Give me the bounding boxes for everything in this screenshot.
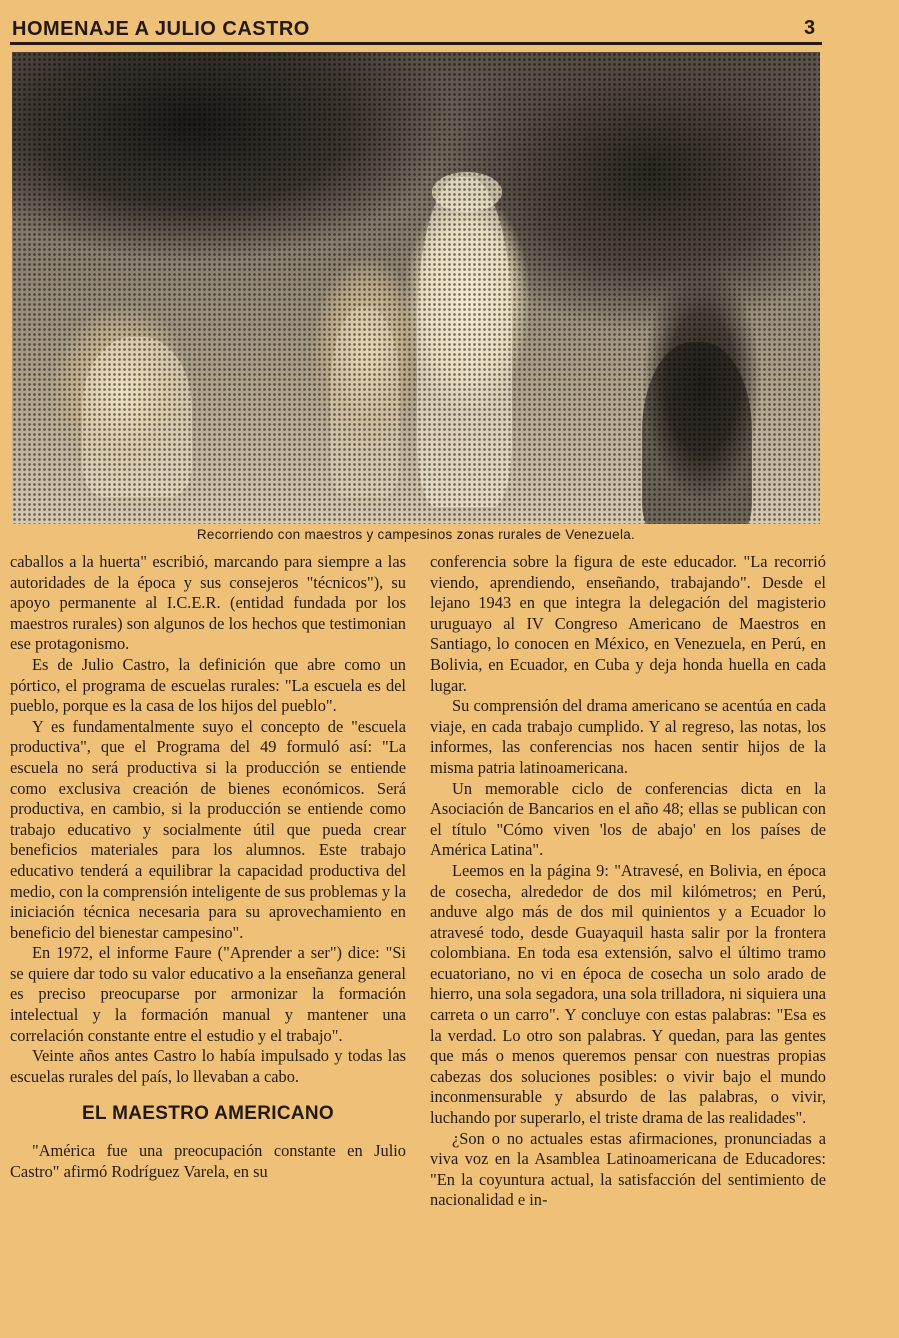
right-paragraph: Leemos en la página 9: "Atravesé, en Bolivia, en época de cosecha, alrededor de dos mil kilómetros; en Perú, anduve algo más de dos mil quinientos y a Ecuador lo atravesé todo, desde Guayaquil hasta salir por la frontera colombiana. En toda esa extensión, salvo el último tramo ecuatoriano, no vi en época de cosecha un solo arado de hierro, una sola segadora, una sola trilladora, ni siquiera una carreta o un carro". Y concluye con estas palabras: "Esa es la verdad. Lo otro son palabras. Y quedan, para las gentes que más o menos queremos pensar con nuestras propias cabezas dos soluciones posibles: o vivir bajo el mundo inconmensurable y absurdo de las palabras, o vivir, luchando por superarlo, el triste drama de las realidades".: [430, 860, 826, 1128]
photo-figure-left-center: [330, 307, 400, 497]
photo-figure-left: [82, 337, 192, 497]
left-paragraph: Veinte años antes Castro lo había impulsado y todas las escuelas rurales del país, lo llevaban a cabo.: [10, 1046, 406, 1086]
photo-hat: [432, 172, 502, 212]
left-paragraph: En 1972, el informe Faure ("Aprender a ser") dice: "Si se quiere dar todo su valor educativo a la enseñanza general es preciso preocuparse por armonizar la formación intelectual y la formación manual y mantener una correlación constante entre el estudio y el trabajo".: [10, 943, 406, 1045]
left-paragraph: Es de Julio Castro, la definición que abre como un pórtico, el programa de escuelas rurales: "La escuela es del pueblo, porque es la casa de los hijos del pueblo".: [10, 654, 406, 716]
right-column: [430, 552, 826, 1211]
section-heading: EL MAESTRO AMERICANO: [82, 1103, 334, 1125]
right-paragraph: Un memorable ciclo de conferencias dicta en la Asociación de Bancarios en el año 48; ellas se publican con el título "Cómo viven 'los de abajo' en los países de América Latina".: [430, 778, 826, 860]
halftone-photo: [12, 52, 820, 524]
left-paragraph: Y es fundamentalmente suyo el concepto de "escuela productiva", que el Programa del 49 formuló así: "La escuela no será productiva si la producción se entiende como exclusiva creación de bienes económicos. Será productiva, en cambio, si la producción se entiende como trabajo educativo y socialmente útil que pueda crear beneficios materiales para los alumnos. Este trabajo educativo tenderá a equilibrar la capacidad productiva del medio, con la comprensión inteligente de sus problemas y la iniciación técnica necesaria para su aprovechamiento en beneficio del bienestar campesino".: [10, 716, 407, 942]
right-paragraph: conferencia sobre la figura de este educador. "La recorrió viendo, aprendiendo, enseñando, trabajando". Desde el lejano 1943 en que integra la delegación del magisterio uruguayo al IV Congreso Americano de Maestros en Santiago, lo conocen en México, en Venezuela, en Perú, en Bolivia, en Ecuador, en Cuba y deja honda huella en cada lugar.: [430, 552, 826, 695]
right-paragraph: ¿Son o no actuales estas afirmaciones, pronunciadas a viva voz en la Asamblea Latinoamericana de Educadores: "En la coyuntura actual, la satisfacción del sentimiento de nacionalidad e in-: [430, 1128, 826, 1210]
page-header-title: HOMENAJE A JULIO CASTRO: [12, 18, 310, 40]
page-number: 3: [804, 17, 816, 39]
photo-figure-right: [642, 342, 752, 524]
left-column: [10, 552, 406, 1182]
header-divider: [10, 42, 822, 45]
photo-figure-center: [417, 177, 512, 507]
photo-caption: Recorriendo con maestros y campesinos zonas rurales de Venezuela.: [196, 527, 636, 542]
left-paragraph: "América fue una preocupación constante en Julio Castro" afirmó Rodríguez Varela, en su: [10, 1141, 406, 1181]
right-paragraph: Su comprensión del drama americano se acentúa en cada viaje, en cada trabajo cumplido. Y al regreso, las notas, los informes, las conferencias nos hacen sentir hijos de la misma patria latinoamericana.: [430, 696, 826, 777]
left-paragraph: caballos a la huerta" escribió, marcando para siempre a las autoridades de la época y sus consejeros "técnicos"), su apoyo permanente al I.C.E.R. (entidad fundada por los maestros rurales) son algunos de los hechos que testimonian ese protagonismo.: [10, 552, 406, 654]
